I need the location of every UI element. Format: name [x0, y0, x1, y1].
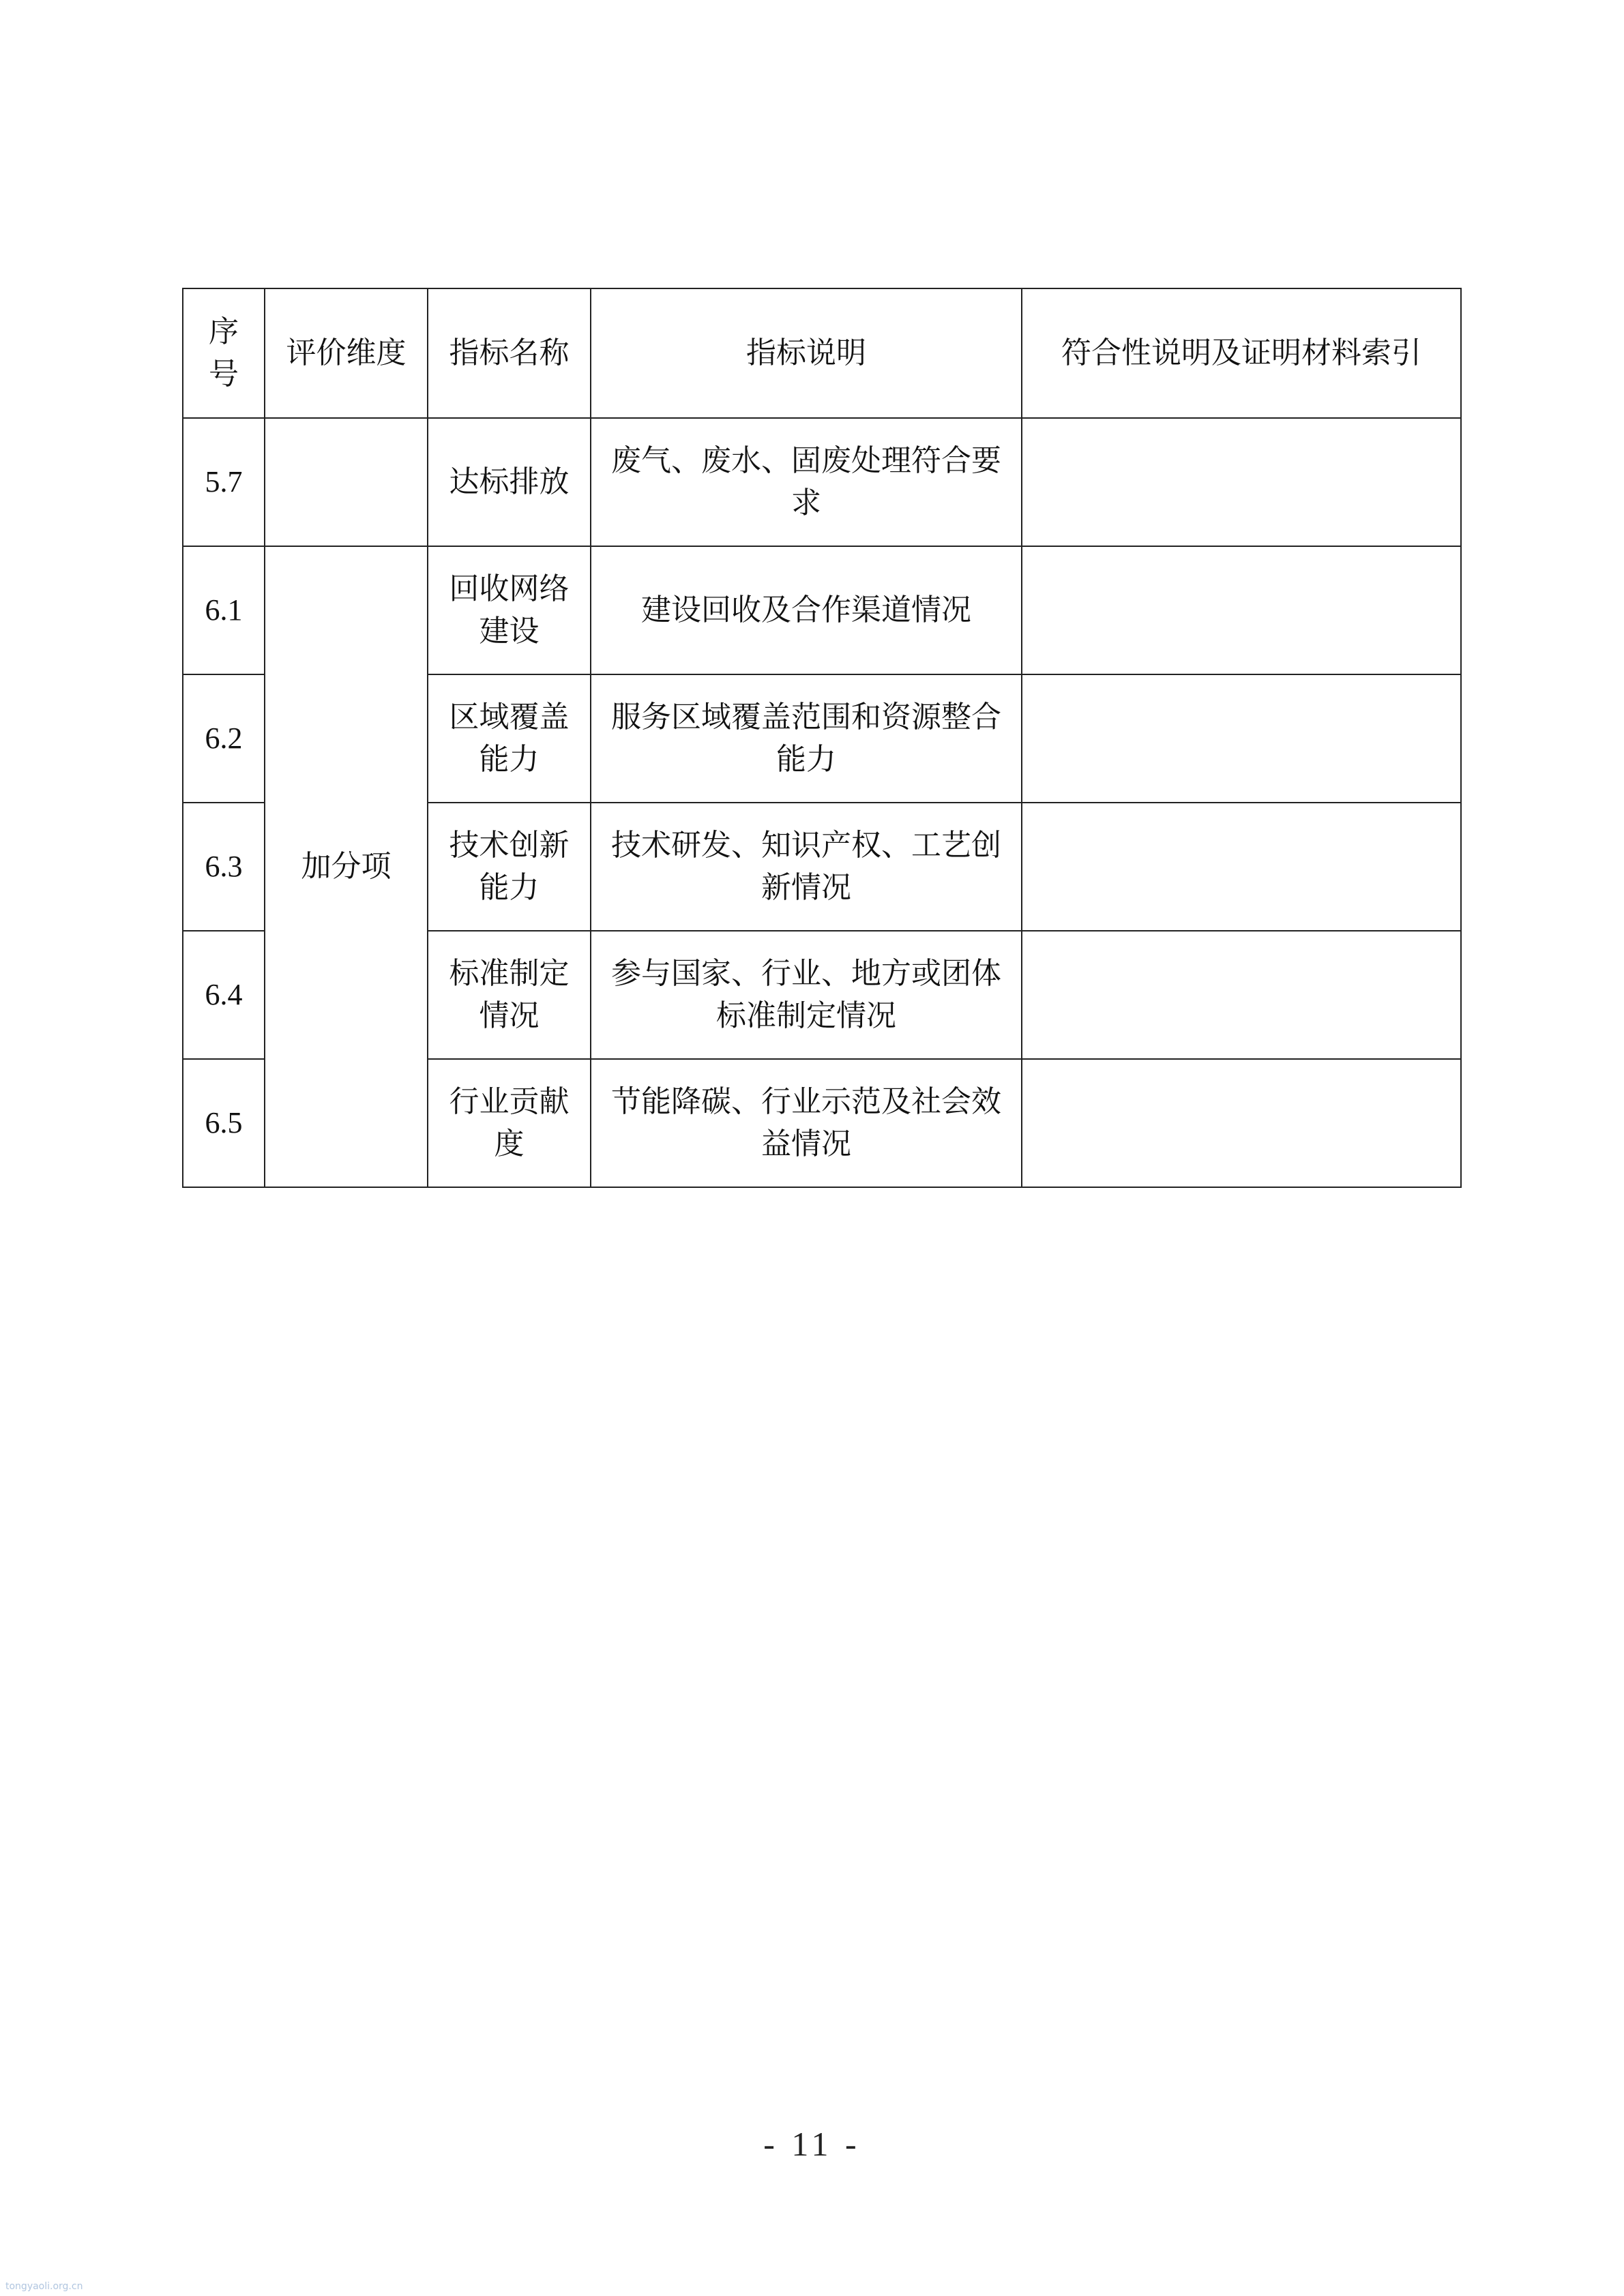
cell-seq: 6.3 [183, 803, 265, 931]
cell-indicator-desc: 建设回收及合作渠道情况 [591, 546, 1022, 674]
cell-indicator-name: 行业贡献度 [428, 1059, 591, 1187]
cell-indicator-name: 技术创新能力 [428, 803, 591, 931]
cell-indicator-desc: 技术研发、知识产权、工艺创新情况 [591, 803, 1022, 931]
cell-seq: 6.2 [183, 674, 265, 803]
cell-indicator-desc: 废气、废水、固废处理符合要求 [591, 418, 1022, 546]
header-compliance: 符合性说明及证明材料索引 [1022, 288, 1461, 418]
cell-indicator-name: 达标排放 [428, 418, 591, 546]
cell-compliance [1022, 418, 1461, 546]
cell-seq: 6.4 [183, 931, 265, 1059]
table-header-row [183, 288, 1461, 418]
cell-compliance [1022, 931, 1461, 1059]
cell-compliance [1022, 546, 1461, 674]
header-dimension: 评价维度 [265, 288, 428, 418]
cell-compliance [1022, 674, 1461, 803]
cell-dimension [265, 418, 428, 546]
cell-compliance [1022, 1059, 1461, 1187]
cell-indicator-name: 区域覆盖能力 [428, 674, 591, 803]
table-row [183, 546, 1461, 674]
cell-indicator-name: 标准制定情况 [428, 931, 591, 1059]
cell-indicator-name: 回收网络建设 [428, 546, 591, 674]
header-indicator-name: 指标名称 [428, 288, 591, 418]
cell-indicator-desc: 服务区域覆盖范围和资源整合能力 [591, 674, 1022, 803]
header-indicator-desc: 指标说明 [591, 288, 1022, 418]
evaluation-table [182, 288, 1462, 1188]
cell-dimension-bonus: 加分项 [265, 546, 428, 1187]
cell-indicator-desc: 节能降碳、行业示范及社会效益情况 [591, 1059, 1022, 1187]
cell-indicator-desc: 参与国家、行业、地方或团体标准制定情况 [591, 931, 1022, 1059]
watermark-text: tongyaoli.org.cn [5, 2281, 83, 2292]
table-row [183, 418, 1461, 546]
header-seq: 序号 [183, 288, 265, 418]
page-number: - 11 - [763, 2125, 861, 2163]
cell-compliance [1022, 803, 1461, 931]
cell-seq: 5.7 [183, 418, 265, 546]
cell-seq: 6.1 [183, 546, 265, 674]
cell-seq: 6.5 [183, 1059, 265, 1187]
